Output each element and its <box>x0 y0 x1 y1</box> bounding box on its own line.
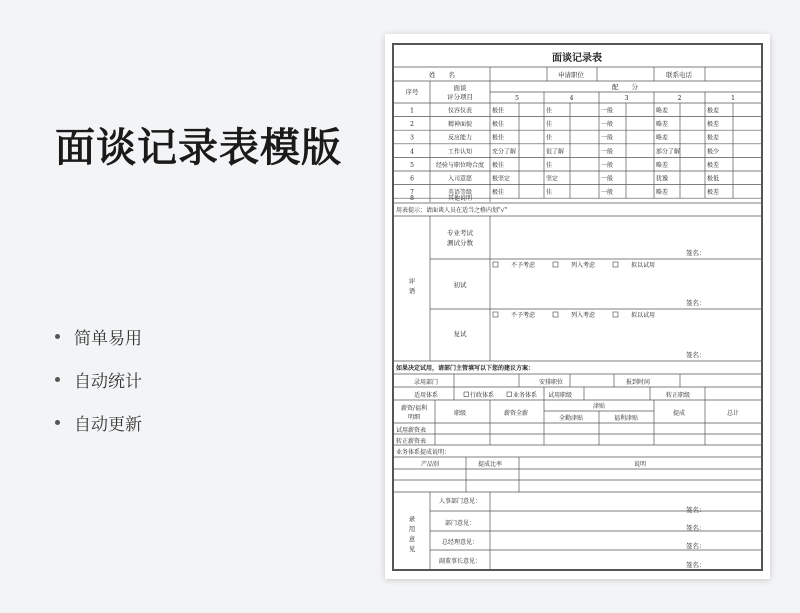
rating-checkbox-cell[interactable] <box>571 131 598 143</box>
feature-label: 自动统计 <box>74 372 142 392</box>
name-label: 姓 名 <box>429 71 455 79</box>
commission-label: 提成 <box>672 410 686 417</box>
row-number: 4 <box>410 148 414 156</box>
dept-label: 录用部门 <box>414 379 439 386</box>
checkbox[interactable] <box>553 312 558 317</box>
other-label: 其他说明 <box>447 195 473 202</box>
rating-option: 一般 <box>601 189 614 197</box>
rating-option: 极佳 <box>492 161 505 169</box>
rating-option: 略差 <box>656 121 669 129</box>
checkbox[interactable] <box>507 392 512 397</box>
rating-row <box>394 144 761 158</box>
fullpay-label: 薪资全薪 <box>503 410 529 417</box>
rating-checkbox-cell[interactable] <box>681 186 704 198</box>
rating-option: 极佳 <box>492 134 505 142</box>
feature-label: 自动更新 <box>74 415 142 435</box>
row-number: 1 <box>410 107 414 115</box>
phone-label: 联系电话 <box>666 71 692 79</box>
item-header: 面谈 <box>453 84 467 92</box>
rating-checkbox-cell[interactable] <box>734 104 760 116</box>
comment-label: 语 <box>408 287 416 295</box>
sign-label: 签名： <box>686 351 706 359</box>
rating-option: 极佳 <box>492 189 505 197</box>
rating-checkbox-cell[interactable] <box>571 104 598 116</box>
rating-checkbox-cell[interactable] <box>627 118 653 130</box>
rating-checkbox-cell[interactable] <box>734 158 760 170</box>
gm-opinion: 总经理意见： <box>441 539 479 546</box>
biz-system: 业务体系 <box>513 392 538 399</box>
hire-label: 见 <box>408 545 416 553</box>
feature-item <box>55 315 142 358</box>
rating-item: 英语等级 <box>447 189 473 197</box>
rating-checkbox-cell[interactable] <box>734 145 760 157</box>
rating-option: 极差 <box>707 121 720 129</box>
interview-form <box>392 43 763 571</box>
comment-label: 评 <box>408 277 416 285</box>
admin-system: 行政体系 <box>470 392 495 399</box>
rating-option: 略差 <box>656 107 669 115</box>
rating-item: 精神面貌 <box>447 121 473 129</box>
rating-checkbox-cell[interactable] <box>571 172 598 184</box>
rating-checkbox-cell[interactable] <box>520 158 543 170</box>
sign-label: 签名： <box>686 506 706 514</box>
rating-checkbox-cell[interactable] <box>627 131 653 143</box>
rating-option: 一般 <box>601 175 614 183</box>
rating-item: 工作认知 <box>447 148 473 156</box>
hire-label: 意 <box>408 535 416 543</box>
rating-checkbox-cell[interactable] <box>734 186 760 198</box>
salary-label: 薪资/福利 <box>400 405 428 412</box>
sign-label: 签名： <box>686 542 706 550</box>
form-table <box>394 45 761 569</box>
other-no: 8 <box>410 195 414 202</box>
rating-checkbox-cell[interactable] <box>571 158 598 170</box>
rating-option: 佳 <box>546 134 553 142</box>
rating-checkbox-cell[interactable] <box>520 118 543 130</box>
usage-hint: 用表提示：请面谈人员在适当之格内划"√" <box>396 207 508 214</box>
score-header <box>515 92 735 103</box>
row-number: 2 <box>410 121 414 129</box>
feature-item <box>55 401 142 444</box>
rating-item: 反应能力 <box>447 134 473 142</box>
allowance-label: 津贴 <box>592 403 606 410</box>
rating-checkbox-cell[interactable] <box>681 172 704 184</box>
rating-option: 坚定 <box>546 175 559 183</box>
checkbox[interactable] <box>553 262 558 267</box>
trial-level-label: 试用职级 <box>548 392 573 399</box>
hire-label: 录 <box>408 515 416 523</box>
rating-checkbox-cell[interactable] <box>627 158 653 170</box>
rating-option: 极差 <box>707 189 720 197</box>
rating-row <box>394 157 761 171</box>
hero-title: 面谈记录表模版 <box>55 125 342 171</box>
all-allowance: 全勤津贴 <box>558 415 584 422</box>
sign-label: 签名： <box>686 299 706 307</box>
biz-commission-label: 业务体系提成说明： <box>396 449 451 456</box>
rating-checkbox-cell[interactable] <box>681 118 704 130</box>
product-label: 产品别 <box>420 461 440 468</box>
rating-option: 略差 <box>656 161 669 169</box>
rating-option: 略差 <box>656 134 669 142</box>
rating-option: 一般 <box>601 134 614 142</box>
rating-rows <box>394 103 761 198</box>
item-header: 评分项目 <box>447 93 473 101</box>
score-value: 4 <box>569 95 574 102</box>
rating-checkbox-cell[interactable] <box>681 131 704 143</box>
rating-row <box>394 130 761 144</box>
desc-label: 说明 <box>633 461 647 468</box>
score-value: 2 <box>677 95 682 102</box>
rating-checkbox-cell[interactable] <box>571 118 598 130</box>
row-number: 5 <box>410 161 414 169</box>
vp-opinion: 副董事长意见： <box>438 558 482 565</box>
total-label: 总计 <box>726 410 740 417</box>
rating-option: 一般 <box>601 148 614 156</box>
feature-item <box>55 358 142 401</box>
rating-item: 入司意愿 <box>447 175 473 183</box>
rating-checkbox-cell[interactable] <box>571 186 598 198</box>
checkbox[interactable] <box>613 262 618 267</box>
hire-label: 用 <box>408 525 416 533</box>
rating-checkbox-cell[interactable] <box>627 104 653 116</box>
checkbox[interactable] <box>464 392 469 397</box>
rating-checkbox-cell[interactable] <box>681 158 704 170</box>
option-trial: 拟以试用 <box>631 262 656 269</box>
rating-checkbox-cell[interactable] <box>627 145 653 157</box>
form-title: 面谈记录表 <box>552 53 602 64</box>
salary-label: 明细 <box>407 414 421 421</box>
rating-option: 佳 <box>546 161 553 169</box>
exam-label: 专业考试 <box>447 229 473 237</box>
row-number: 7 <box>410 189 414 197</box>
rating-option: 部分了解 <box>656 148 681 156</box>
first-interview-label: 初试 <box>453 281 467 289</box>
rating-option: 一般 <box>601 121 614 129</box>
rating-option: 极坚定 <box>492 175 511 183</box>
rating-option: 佳 <box>546 121 553 129</box>
arrange-label: 安排职位 <box>539 379 564 386</box>
rating-checkbox-cell[interactable] <box>627 172 653 184</box>
exam-label: 测试分数 <box>447 239 473 247</box>
rating-checkbox-cell[interactable] <box>520 186 543 198</box>
rating-row <box>394 103 761 117</box>
rate-label: 提成比率 <box>477 461 503 468</box>
trial-pay-label: 试用薪资表 <box>396 427 427 434</box>
rating-option: 一般 <box>601 161 614 169</box>
sign-label: 签名： <box>686 561 706 569</box>
level-label: 职级 <box>453 410 467 417</box>
score-value: 5 <box>515 95 519 102</box>
option-none: 不予考虑 <box>511 262 536 269</box>
rating-checkbox-cell[interactable] <box>734 118 760 130</box>
score-value: 1 <box>731 95 735 102</box>
row-number: 3 <box>410 134 414 142</box>
option-trial: 拟以试用 <box>631 312 656 319</box>
checkbox[interactable] <box>493 312 498 317</box>
system-label: 适用体系 <box>414 392 439 399</box>
sign-label: 签名： <box>686 249 706 257</box>
rating-checkbox-cell[interactable] <box>520 131 543 143</box>
report-label: 报到时间 <box>626 379 651 386</box>
rating-option: 极差 <box>707 107 720 115</box>
score-value: 3 <box>624 95 629 102</box>
rating-item: 仪容仪表 <box>447 107 473 115</box>
rating-checkbox-cell[interactable] <box>520 172 543 184</box>
row-number: 6 <box>410 175 414 183</box>
feature-list <box>55 315 142 444</box>
regular-level-label: 转正职级 <box>666 392 691 399</box>
rating-row <box>394 171 761 185</box>
regular-pay-label: 转正薪资表 <box>396 438 427 445</box>
bullet-icon <box>55 377 60 382</box>
welfare-allowance: 福利津贴 <box>613 415 639 422</box>
rating-item: 经验与职位吻合度 <box>435 161 485 169</box>
rating-option: 极佳 <box>492 121 505 129</box>
rating-checkbox-cell[interactable] <box>520 145 543 157</box>
suggestion-title: 如果决定试用，请部门主管填写以下您的建议方案： <box>396 365 535 372</box>
seq-label: 序号 <box>405 88 419 96</box>
rating-option: 极低 <box>707 175 720 183</box>
document-preview <box>385 34 770 579</box>
bullet-icon <box>55 420 60 425</box>
checkbox[interactable] <box>613 312 618 317</box>
option-consider: 列入考虑 <box>571 312 596 319</box>
rating-option: 极差 <box>707 134 720 142</box>
rating-option: 佳 <box>546 189 553 197</box>
rating-checkbox-cell[interactable] <box>681 145 704 157</box>
rating-checkbox-cell[interactable] <box>520 104 543 116</box>
rating-option: 极少 <box>707 148 720 156</box>
option-consider: 列入考虑 <box>571 262 596 269</box>
rating-checkbox-cell[interactable] <box>571 145 598 157</box>
rating-option: 犹豫 <box>656 175 669 183</box>
rating-option: 佳 <box>546 107 553 115</box>
rating-option: 一般 <box>601 107 614 115</box>
rating-checkbox-cell[interactable] <box>627 186 653 198</box>
hr-opinion: 人事部门意见： <box>438 498 482 505</box>
rating-checkbox-cell[interactable] <box>681 104 704 116</box>
rating-row <box>394 117 761 131</box>
option-none: 不予考虑 <box>511 312 536 319</box>
rating-option: 极佳 <box>492 107 505 115</box>
checkbox[interactable] <box>493 262 498 267</box>
rating-checkbox-cell[interactable] <box>734 131 760 143</box>
score-label: 配 分 <box>612 83 638 91</box>
feature-label: 简单易用 <box>74 329 142 349</box>
rating-option: 略差 <box>656 189 669 197</box>
bullet-icon <box>55 334 60 339</box>
rating-option: 充分了解 <box>492 148 517 156</box>
rating-option: 很了解 <box>546 148 565 156</box>
rating-checkbox-cell[interactable] <box>734 172 760 184</box>
sign-label: 签名： <box>686 524 706 532</box>
second-interview-label: 复试 <box>453 330 467 338</box>
dept-opinion: 部门意见： <box>444 520 476 527</box>
position-label: 申请职位 <box>558 71 584 79</box>
rating-option: 极差 <box>707 161 720 169</box>
